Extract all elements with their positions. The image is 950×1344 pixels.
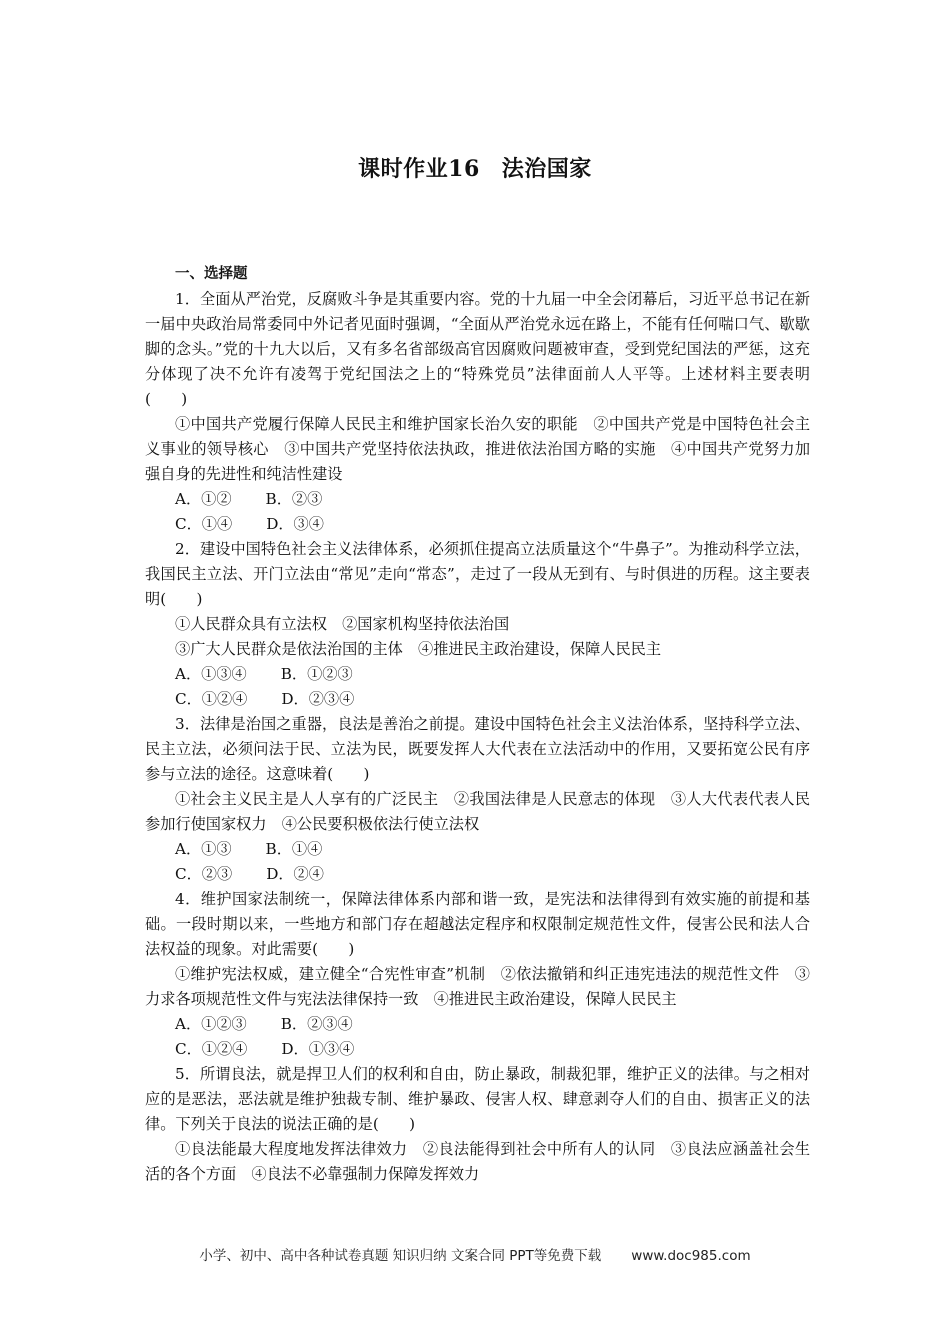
option-a[interactable]: A．①②③ bbox=[175, 1015, 247, 1033]
option-row bbox=[145, 687, 810, 712]
section-heading: 一、选择题 bbox=[175, 266, 248, 282]
option-row bbox=[145, 1012, 810, 1037]
question-stem: 5．所谓良法，就是捍卫人们的权利和自由，防止暴政，制裁犯罪，维护正义的法律。与之相对应的是恶法，恶法就是维护独裁专制、维护暴政、侵害人权、肆意剥夺人们的自由、损害正义的法律。下列关于良法的说法正确的是( ) bbox=[145, 1065, 810, 1133]
option-b[interactable]: B．①④ bbox=[265, 840, 323, 858]
option-d[interactable]: D．②④ bbox=[266, 865, 324, 883]
option-row bbox=[145, 862, 810, 887]
question-stem: 1．全面从严治党，反腐败斗争是其重要内容。党的十九届一中全会闭幕后，习近平总书记在新一届中央政治局常委同中外记者见面时强调，“全面从严治党永远在路上，不能有任何喘口气、歇歇脚的念头。”党的十九大以后，又有多名省部级高官因腐败问题被审查，受到党纪国法的严惩，这充分体现了决不允许有凌驾于党纪国法之上的“特殊党员”法律面前人人平等。上述材料主要表明( ) bbox=[145, 290, 810, 408]
question-stem: 3．法律是治国之重器，良法是善治之前提。建设中国特色社会主义法治体系，坚持科学立法、民主立法，必须问法于民、立法为民，既要发挥人大代表在立法活动中的作用，又要拓宽公民有序参与立法的途径。这意味着( ) bbox=[145, 715, 810, 783]
question-stem: 4．维护国家法制统一，保障法律体系内部和谐一致，是宪法和法律得到有效实施的前提和基础。一段时期以来，一些地方和部门存在超越法定程序和权限制定规范性文件，侵害公民和法人合法权益的现象。对此需要( ) bbox=[145, 890, 810, 958]
option-row bbox=[145, 837, 810, 862]
option-a[interactable]: A．①② bbox=[175, 490, 232, 508]
option-d[interactable]: D．③④ bbox=[266, 515, 324, 533]
question-statements: ③广大人民群众是依法治国的主体 ④推进民主政治建设，保障人民民主 bbox=[175, 640, 661, 658]
question-statements: ①良法能最大程度地发挥法律效力 ②良法能得到社会中所有人的认同 ③良法应涵盖社会生活的各个方面 ④良法不必靠强制力保障发挥效力 bbox=[145, 1140, 810, 1183]
question-statements: ①人民群众具有立法权 ②国家机构坚持依法治国 bbox=[175, 615, 510, 633]
title-main: 课时作业16 bbox=[358, 156, 480, 182]
question-4 bbox=[145, 887, 810, 1062]
question-statements: ①社会主义民主是人人享有的广泛民主 ②我国法律是人民意志的体现 ③人大代表代表人民参加行使国家权力 ④公民要积极依法行使立法权 bbox=[145, 790, 810, 833]
question-5 bbox=[145, 1062, 810, 1187]
question-statements: ①维护宪法权威，建立健全“合宪性审查”机制 ②依法撤销和纠正违宪违法的规范性文件 ③力求各项规范性文件与宪法法律保持一致 ④推进民主政治建设，保障人民民主 bbox=[145, 965, 810, 1008]
option-row bbox=[145, 662, 810, 687]
option-row bbox=[145, 1037, 810, 1062]
option-a[interactable]: A．①③④ bbox=[175, 665, 247, 683]
option-b[interactable]: B．②③④ bbox=[280, 1015, 353, 1033]
option-c[interactable]: C．①④ bbox=[175, 515, 233, 533]
title-sub: 法治国家 bbox=[501, 156, 592, 182]
option-d[interactable]: D．①③④ bbox=[281, 1040, 355, 1058]
option-b[interactable]: B．②③ bbox=[265, 490, 323, 508]
option-d[interactable]: D．②③④ bbox=[281, 690, 355, 708]
option-c[interactable]: C．②③ bbox=[175, 865, 233, 883]
option-row bbox=[145, 487, 810, 512]
option-a[interactable]: A．①③ bbox=[175, 840, 232, 858]
footer-link[interactable]: www.doc985.com bbox=[631, 1248, 751, 1264]
page-title bbox=[0, 152, 950, 183]
option-b[interactable]: B．①②③ bbox=[280, 665, 353, 683]
option-row bbox=[145, 512, 810, 537]
question-2 bbox=[145, 537, 810, 712]
question-content bbox=[145, 262, 810, 1187]
question-3 bbox=[145, 712, 810, 887]
page-footer bbox=[0, 1244, 950, 1264]
question-statements: ①中国共产党履行保障人民民主和维护国家长治久安的职能 ②中国共产党是中国特色社会主义事业的领导核心 ③中国共产党坚持依法执政，推进依法治国方略的实施 ④中国共产党努力加强自身的先进性和纯洁性建设 bbox=[145, 415, 810, 483]
footer-text: 小学、初中、高中各种试卷真题 知识归纳 文案合同 PPT等免费下载 bbox=[199, 1248, 602, 1264]
option-c[interactable]: C．①②④ bbox=[175, 1040, 248, 1058]
question-stem: 2．建设中国特色社会主义法律体系，必须抓住提高立法质量这个“牛鼻子”。为推动科学立法，我国民主立法、开门立法由“常见”走向“常态”，走过了一段从无到有、与时俱进的历程。这主要表明( ) bbox=[145, 540, 810, 608]
question-1 bbox=[145, 287, 810, 537]
option-c[interactable]: C．①②④ bbox=[175, 690, 248, 708]
